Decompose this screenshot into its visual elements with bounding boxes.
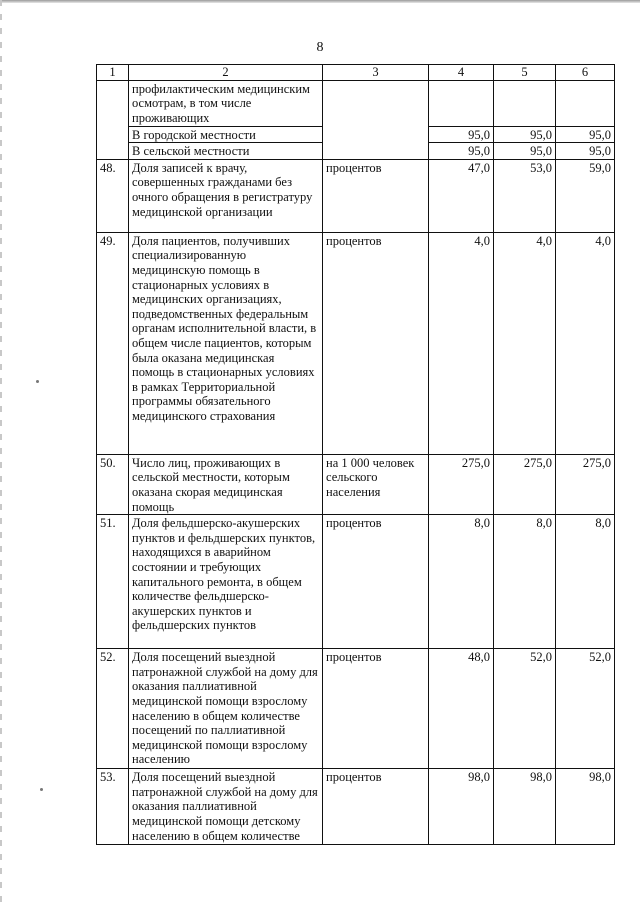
value-year-1: 48,0 [429, 649, 494, 769]
indicator-name: Доля посещений выездной патронажной службой на дому для оказания паллиативной медицинской помощи взрослому населению в общем количестве посещений по паллиативной медицинской помощи взрослому населению [129, 649, 323, 769]
column-number: 5 [494, 65, 556, 81]
column-number: 2 [129, 65, 323, 81]
value-year-2: 53,0 [494, 159, 556, 232]
unit: процентов [323, 769, 429, 845]
indicator-name: Доля записей к врачу, совершенных гражданами без очного обращения в регистратуру медицинской организации [129, 159, 323, 232]
value-year-2: 4,0 [494, 232, 556, 454]
scan-edge [0, 0, 2, 905]
value-year-3: 95,0 [556, 143, 615, 160]
value-year-3: 52,0 [556, 649, 615, 769]
unit: процентов [323, 159, 429, 232]
scan-speck [40, 788, 43, 791]
value-year-1: 95,0 [429, 126, 494, 143]
subrow-label: В городской местности [129, 126, 323, 143]
unit: процентов [323, 515, 429, 649]
unit: процентов [323, 232, 429, 454]
row-number: 48. [97, 159, 129, 232]
value-year-2: 98,0 [494, 769, 556, 845]
page-number: 8 [316, 40, 324, 55]
value-cell [556, 80, 615, 126]
value-year-1: 8,0 [429, 515, 494, 649]
value-year-1: 4,0 [429, 232, 494, 454]
table-row [97, 769, 615, 845]
value-year-3: 59,0 [556, 159, 615, 232]
column-number-row [97, 65, 615, 81]
table-row [97, 649, 615, 769]
value-cell [429, 80, 494, 126]
indicator-name: профилактическим медицинским осмотрам, в том числе проживающих [129, 80, 323, 126]
indicator-name: Доля фельдшерско-акушерских пунктов и фельдшерских пунктов, находящихся в аварийном состоянии и требующих капитального ремонта, в общем количестве фельдшерско-акушерских пунктов и фельдшерских пунктов [129, 515, 323, 649]
row-number: 51. [97, 515, 129, 649]
value-year-3: 98,0 [556, 769, 615, 845]
column-number: 4 [429, 65, 494, 81]
value-year-2: 95,0 [494, 143, 556, 160]
value-year-3: 95,0 [556, 126, 615, 143]
table-row [97, 159, 615, 232]
value-year-3: 8,0 [556, 515, 615, 649]
scan-edge [0, 0, 640, 3]
scan-speck [36, 380, 39, 383]
value-year-1: 95,0 [429, 143, 494, 160]
row-number: 49. [97, 232, 129, 454]
table-row [97, 232, 615, 454]
row-number [97, 80, 129, 159]
value-year-2: 275,0 [494, 454, 556, 514]
value-year-2: 8,0 [494, 515, 556, 649]
value-year-2: 95,0 [494, 126, 556, 143]
value-year-2: 52,0 [494, 649, 556, 769]
indicator-name: Доля пациентов, получивших специализированную медицинскую помощь в стационарных условиях в медицинских организациях, подведомственных федеральным органам исполнительной власти, в общем числе пациентов, которым была оказана медицинская помощь в стационарных условиях в рамках Территориальной программы обязательного медицинского страхования [129, 232, 323, 454]
value-year-1: 47,0 [429, 159, 494, 232]
row-number: 53. [97, 769, 129, 845]
value-year-1: 98,0 [429, 769, 494, 845]
column-number: 1 [97, 65, 129, 81]
unit: процентов [323, 649, 429, 769]
value-cell [494, 80, 556, 126]
table-row [97, 515, 615, 649]
indicator-name: Доля посещений выездной патронажной службой на дому для оказания паллиативной медицинской помощи детскому населению в общем количестве [129, 769, 323, 845]
column-number: 6 [556, 65, 615, 81]
indicators-table [96, 64, 615, 845]
table-row [97, 80, 615, 126]
table-row [97, 454, 615, 514]
row-number: 52. [97, 649, 129, 769]
value-year-3: 275,0 [556, 454, 615, 514]
subrow-label: В сельской местности [129, 143, 323, 160]
indicator-name: Число лиц, проживающих в сельской местности, которым оказана скорая медицинская помощь [129, 454, 323, 514]
value-year-1: 275,0 [429, 454, 494, 514]
column-number: 3 [323, 65, 429, 81]
unit: на 1 000 человек сельского населения [323, 454, 429, 514]
row-number: 50. [97, 454, 129, 514]
value-year-3: 4,0 [556, 232, 615, 454]
unit [323, 80, 429, 159]
